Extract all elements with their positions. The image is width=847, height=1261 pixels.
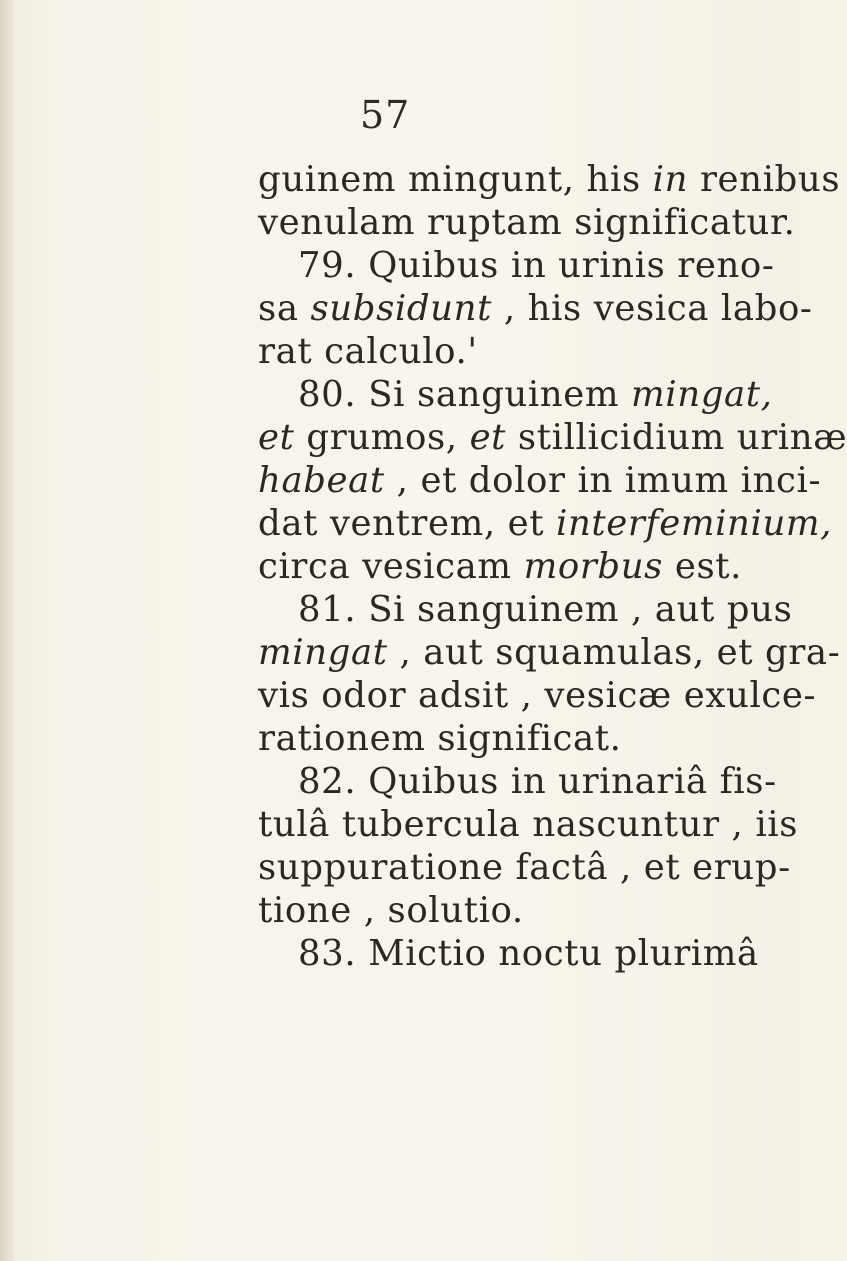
text-run: , his vesica labo- — [491, 288, 813, 329]
text-line — [258, 502, 833, 545]
text-line — [258, 760, 798, 803]
text-line — [258, 846, 798, 889]
text-run: Mictio noctu plurimâ — [368, 933, 759, 974]
italic-text: habeat — [258, 460, 385, 501]
text-run: venulam ruptam significatur. — [258, 202, 796, 243]
text-line — [258, 373, 798, 416]
page-edge — [0, 0, 14, 1261]
text-run: dat ventrem, et — [258, 503, 557, 544]
text-run: renibus — [688, 159, 841, 200]
page-number: 57 — [360, 93, 411, 137]
text-line — [258, 201, 798, 244]
italic-text: in — [652, 159, 689, 200]
text-line — [258, 889, 798, 932]
text-run: circa vesicam — [258, 546, 524, 587]
paragraph-number: 81. — [298, 589, 357, 630]
text-run: Si sanguinem , aut pus — [368, 589, 793, 630]
text-line — [258, 416, 847, 459]
text-run: tulâ tubercula nascuntur , iis — [258, 804, 799, 845]
text-run: tione , solutio. — [258, 890, 524, 931]
body-text — [258, 158, 847, 975]
text-line — [258, 545, 798, 588]
text-run: Si sanguinem — [368, 374, 632, 415]
paragraph-number: 79. — [298, 245, 357, 286]
text-line — [258, 287, 813, 330]
text-run: rat calculo.' — [258, 331, 478, 372]
text-line — [258, 803, 798, 846]
text-run: , et dolor in imum inci- — [384, 460, 822, 501]
italic-text: morbus — [523, 546, 663, 587]
paragraph-number: 80. — [298, 374, 357, 415]
text-line — [258, 244, 798, 287]
italic-text: interfeminium, — [556, 503, 833, 544]
text-run: stillicidium urinæ — [506, 417, 847, 458]
italic-text: mingat — [258, 632, 388, 673]
paragraph-number: 82. — [298, 761, 357, 802]
text-run: suppuratione factâ , et erup- — [258, 847, 791, 888]
text-run: Quibus in urinis reno- — [368, 245, 775, 286]
italic-text: et — [258, 417, 295, 458]
italic-text: mingat, — [631, 374, 773, 415]
text-run: grumos, — [294, 417, 470, 458]
text-run: vis odor adsit , vesicæ exulce- — [258, 675, 817, 716]
text-line — [258, 158, 841, 201]
text-line — [258, 330, 798, 373]
italic-text: et — [469, 417, 507, 458]
text-line — [258, 459, 822, 502]
text-run: guinem mingunt, his — [258, 159, 653, 200]
text-run: est. — [663, 546, 743, 587]
paragraph-number: 83. — [298, 933, 357, 974]
text-line — [258, 588, 798, 631]
text-run: sa — [258, 288, 311, 329]
text-line — [258, 631, 841, 674]
text-line — [258, 717, 798, 760]
text-run: rationem significat. — [258, 718, 622, 759]
text-run: , aut squamulas, et gra- — [387, 632, 841, 673]
italic-text: subsidunt — [310, 288, 492, 329]
text-run: Quibus in urinariâ fis- — [368, 761, 777, 802]
text-line — [258, 932, 798, 975]
text-line — [258, 674, 817, 717]
